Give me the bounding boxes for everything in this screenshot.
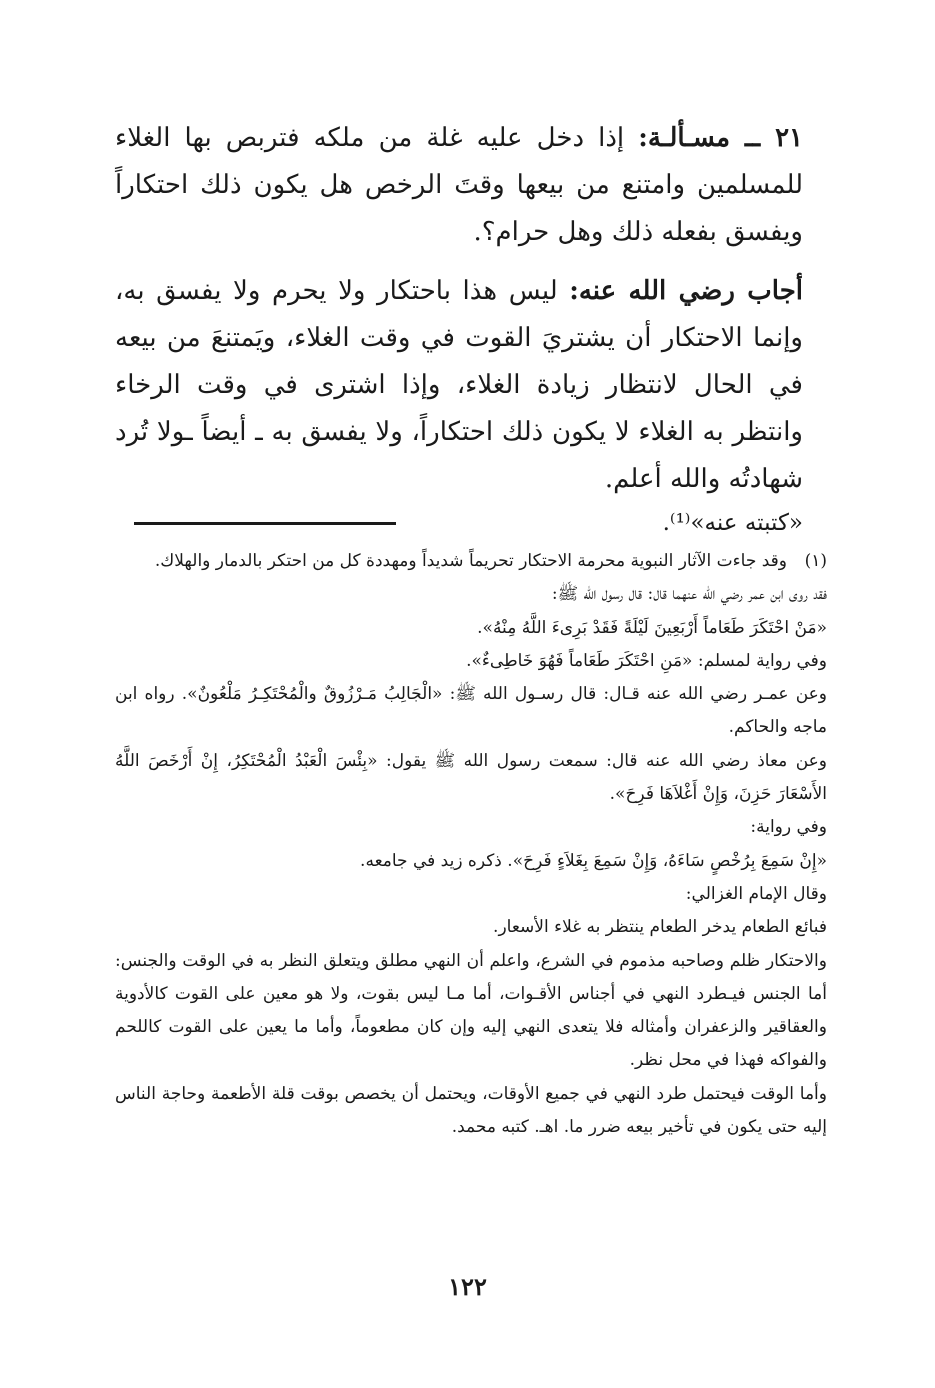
answer-text: ليس هذا باحتكار ولا يحرم ولا يفسق به، وإنما الاحتكار أن يشتريَ القوت في وقت الغلاء، ويَمتنعَ من بيعه في الحال لانتظار زيادة الغلاء، وإذا اشترى في وقت الرخاء وانتظر به الغلاء لا يكون ذلك احتكاراً، ولا يفسق به ـ أيضاً ـولا تُرد شهادتُه والله أعلم. [115,276,803,494]
footnote-line: «مَنْ احْتَكَرَ طَعَاماً أَرْبَعِينَ لَيْلَةً فَقَدْ بَرِىءَ اللَّهُ مِنْهُ». [477,617,827,638]
answer-heading: أجاب رضي الله عنه: [569,276,804,306]
closing-note: «كتبته عنه»⁽¹⁾. [662,510,803,536]
footnote-line: فقد روى ابن عمر رضي الله عنهما قال: قال رسول الله ﷺ: [551,584,827,605]
question-paragraph [115,115,803,256]
footnotes [115,545,827,1144]
question-text: إذا دخل عليه غلة من ملكه فتربص بها الغلاء للمسلمين وامتنع من بيعها وقتَ الرخص هل يكون ذلك احتكاراً ويفسق بفعله ذلك وهل حرام؟. [115,123,803,247]
footnote-separator [134,522,396,525]
footnote-line: وقال الإمام الغزالي: [685,883,827,904]
footnote-line: وفي رواية لمسلم: «مَنِ احْتَكَرَ طَعَاماً فَهُوَ خَاطِىءٌ». [466,650,827,671]
footnote-line: وأما الوقت فيحتمل طرد النهي في جميع الأوقات، ويحتمل أن يخصص بوقت قلة الأطعمة وحاجة الناس إليه حتى يكون في تأخير بيعه ضرر ما. اهـ. كتبه محمد. [115,1083,827,1138]
footnote-line: وقد جاءت الآثار النبوية محرمة الاحتكار تحريماً شديداً ومهددة كل من احتكر بالدمار والهلاك. [154,551,787,571]
footnote-line: وعن عمـر رضي الله عنه قـال: قال رسـول الله ﷺ: «الْجَالِبُ مَـرْزُوقٌ والْمُحْتَكِـرُ مَلْعُونٌ». رواه ابن ماجه والحاكم. [115,684,827,738]
main-text [115,115,803,543]
footnote-line: وفي رواية: [750,817,827,838]
footnote-line: والاحتكار ظلم وصاحبه مذموم في الشرع، واعلم أن النهي مطلق ويتعلق النظر به في الوقت والجنس: أما الجنس فيـطرد النهي في أجناس الأقـوات، أما مـا ليس بقوت، ولا هو معين على القوت كالأدوية والعقاقير والزعفران وأمثاله فلا يتعدى النهي إليه وإن كان مطعوماً، وأما ما يعين على القوت كاللحم والفواكه فهذا في محل نظر. [115,950,827,1071]
answer-paragraph [115,268,803,503]
page-number: ١٢٢ [448,1272,487,1301]
footnote-line: فبائع الطعام يدخر الطعام ينتظر به غلاء الأسعار. [493,917,827,938]
question-heading: ٢١ ــ مسـألـة: [638,123,804,153]
footnote-number: (١) [804,551,827,571]
footnote-line: «إِنْ سَمِعَ بِرُخْصٍ سَاءَهُ، وَإِنْ سَمِعَ بِغَلاَءٍ فَرِحَ». ذكره زيد في جامعه. [360,850,827,871]
footnote-line: وعن معاذ رضي الله عنه قال: سمعت رسول الله ﷺ يقول: «بِئْسَ الْعَبْدُ الْمُحْتَكِرُ، إِنْ أَرْخَصَ اللَّهُ الأَسْعَارَ حَزِنَ، وَإِنْ أَغْلاَهَا فَرِحَ». [115,750,827,805]
